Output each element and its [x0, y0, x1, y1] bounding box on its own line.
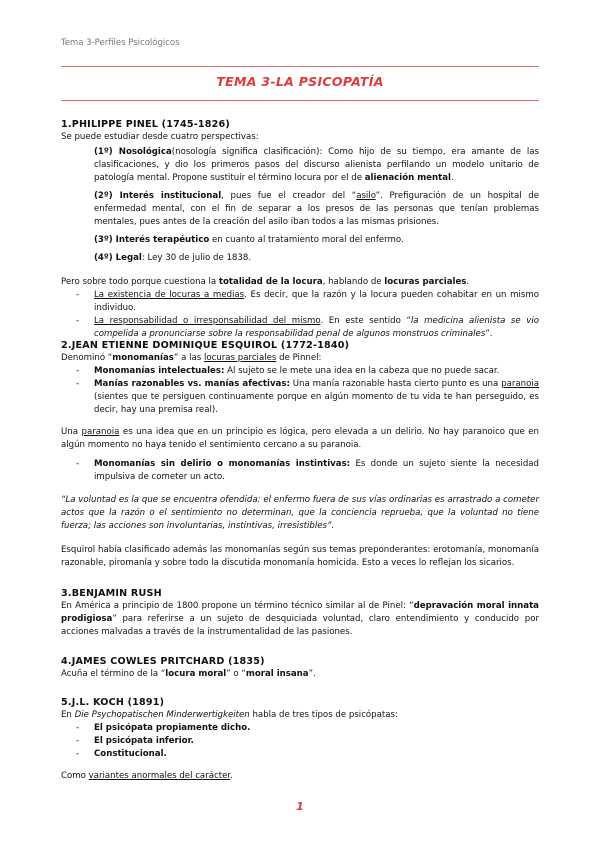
text-bold: El psicópata inferior.	[94, 736, 194, 746]
list-item: - Monomanías sin delirio o monomanías instintivas: Es donde un sujeto siente la necesidad impulsiva de cometer un acto.	[76, 459, 539, 482]
text-underlined: locuras parciales	[203, 353, 277, 363]
title-rule-bottom	[61, 100, 539, 101]
text: Acuña el término de la “	[61, 669, 166, 679]
list-item: - El psicópata inferior.	[76, 736, 194, 746]
text: Es donde un sujeto siente la necesidad impulsiva de cometer un acto.	[94, 459, 539, 482]
label: (2º) Interés institucional	[94, 191, 222, 201]
section-pritchard	[61, 655, 539, 681]
section-heading: 3.BENJAMIN RUSH	[61, 588, 162, 599]
text-italic: Die Psychopatischen Minderwertigkeiten	[74, 710, 250, 720]
label: (1º) Nosológica	[94, 147, 172, 157]
text: Una	[61, 427, 82, 437]
paragraph	[61, 770, 539, 783]
text-bold: Monomanías intelectuales:	[94, 366, 225, 376]
text-bold: monomanías	[112, 353, 174, 363]
text: de Pinnel:	[276, 353, 322, 363]
text-bold: Constitucional.	[94, 749, 167, 759]
text-bold: alienación mental	[364, 173, 451, 183]
section-rush	[61, 587, 539, 639]
section-koch	[61, 696, 539, 783]
quote: “La voluntad es la que se encuentra ofendida: el enfermo fuera de sus vías ordinarias es arrastrado a cometer actos que la razón o el sentimiento no determinan, que la conciencia reprueba, que la voluntad no tiene fuerza; las acciones son involuntarias, instintivas, irresistibles”.	[61, 495, 539, 531]
paragraph	[61, 709, 539, 722]
list-item: - La existencia de locuras a medias. Es decir, que la razón y la locura pueden cohabitar en un mismo individuo.	[76, 290, 539, 313]
text: Pero sobre todo porque cuestiona la	[61, 277, 219, 287]
label: (4º) Legal	[94, 253, 142, 263]
list-item: - Manías razonables vs. manías afectivas: Una manía razonable hasta cierto punto es una paranoia (sientes que te persiguen continuamente porque en algún momento de tu vida te han perseguido, es decir, hay una premisa real).	[76, 379, 539, 415]
section-heading: 4.JAMES COWLES PRITCHARD (1835)	[61, 656, 265, 667]
page-number: 1	[296, 800, 304, 813]
paragraph: Se puede estudiar desde cuatro perspectivas:	[61, 132, 259, 142]
text: ”.	[485, 329, 493, 339]
section-esquirol	[61, 339, 539, 570]
text: . Es decir, que la razón y la locura pueden cohabitar en un mismo individuo.	[94, 290, 539, 313]
running-header: Tema 3-Perfiles Psicológicos	[61, 38, 180, 48]
text-underlined: asilo	[356, 191, 376, 201]
paragraph	[61, 426, 539, 452]
text-bold: Manías razonables vs. manías afectivas:	[94, 379, 290, 389]
label: (3º) Interés terapéutico	[94, 235, 210, 245]
text: En América a principio de 1800 propone un término técnico similar al de Pinel: “	[61, 601, 414, 611]
text: .	[450, 173, 454, 183]
text-bold: locura moral	[165, 669, 227, 679]
list-item: - Monomanías intelectuales: Al sujeto se le mete una idea en la cabeza que no puede sacar.	[76, 366, 500, 376]
section-heading: 5.J.L. KOCH (1891)	[61, 697, 165, 708]
perspective-2	[61, 190, 539, 229]
text: Denominó “	[61, 353, 113, 363]
perspective-4	[61, 252, 539, 265]
text: , pues fue el creador del “	[221, 191, 357, 201]
text-bold: moral insana	[245, 669, 309, 679]
text: Como	[61, 771, 89, 781]
text: habla de tres tipos de psicópatas:	[249, 710, 398, 720]
text: (nosología significa clasificación): Como hijo de su tiempo, era amante de las clasificaciones, y dio los primeros pasos del discurso alienista perfilando un modelo unitario de patología mental. Propone sustituir el término locura por el de	[94, 147, 539, 183]
text-underlined: La existencia de locuras a medias	[94, 290, 245, 300]
text: En	[61, 710, 75, 720]
text-underlined: variantes anormales del carácter	[88, 771, 231, 781]
text: ”.	[308, 669, 316, 679]
list-item: - La responsabilidad o irresponsabilidad del mismo. En este sentido “la medicina alienista se vio compelida a pronunciarse sobre la responsabilidad penal de algunos monstruos criminales”.	[76, 316, 539, 339]
text-bold: totalidad de la locura	[218, 277, 323, 287]
page-title: TEMA 3-LA PSICOPATÍA	[216, 74, 384, 89]
section-pinel	[61, 118, 539, 341]
text: .	[466, 277, 470, 287]
text: ” a las	[173, 353, 204, 363]
text: (sientes que te persiguen continuamente porque en algún momento de tu vida te han perseguido, es decir, hay una premisa real).	[94, 392, 539, 415]
perspective-3	[61, 234, 539, 247]
section-heading: 1.PHILIPPE PINEL (1745-1826)	[61, 119, 230, 130]
text-bold: El psicópata propiamente dicho.	[94, 723, 251, 733]
text: .	[230, 771, 233, 781]
text: ” para referirse a un sujeto de desquiciada voluntad, claro entendimiento y conducido por acciones malvadas a través de la instrumentalidad de las pasiones.	[61, 614, 539, 637]
text: en cuanto al tratamiento moral del enfermo.	[209, 235, 404, 245]
text: ”. Prefiguración de un hospital de enfermedad mental, con el fin de separar a los presos de las personas que tenían problemas mentales, pues antes de la creación del asilo iban todos a las mismas prisiones.	[94, 191, 539, 227]
paragraph	[61, 276, 539, 289]
title-rule-top	[61, 66, 539, 67]
text: : Ley 30 de julio de 1838.	[141, 253, 252, 263]
text-italic: la medicina alienista se vio compelida a pronunciarse sobre la responsabilidad penal de algunos monstruos criminales	[94, 316, 539, 339]
text: . En este sentido “	[320, 316, 411, 326]
paragraph	[61, 600, 539, 639]
text-bold: locuras parciales	[384, 277, 467, 287]
text: Al sujeto se le mete una idea en la cabeza que no puede sacar.	[224, 366, 500, 376]
paragraph: Esquirol había clasificado además las monomanías según sus temas preponderantes: erotomanía, monomanía razonable, piromanía y sobre todo la discutida monomanía homicida. Esto a veces lo reflejan los sicarios.	[61, 545, 539, 568]
text-underlined: La responsabilidad o irresponsabilidad del mismo	[94, 316, 321, 326]
text: Una manía razonable hasta cierto punto es una	[289, 379, 502, 389]
list-item: - Constitucional.	[76, 749, 167, 759]
text-underlined: paranoia	[501, 379, 539, 389]
text: es una idea que en un principio es lógica, pero elevada a un delirio. No hay paranoico que en algún momento no haya tenido el sentimiento cercano a su paranoia.	[61, 427, 539, 450]
perspective-1	[61, 146, 539, 185]
text-bold: depravación moral innata prodigiosa	[61, 601, 539, 624]
text: , hablando de	[322, 277, 385, 287]
section-heading: 2.JEAN ETIENNE DOMINIQUE ESQUIROL (1772-1840)	[61, 340, 350, 351]
paragraph	[61, 352, 539, 365]
list-item: - El psicópata propiamente dicho.	[76, 723, 251, 733]
text-bold: Monomanías sin delirio o monomanías instintivas:	[94, 459, 351, 469]
text: ” o “	[226, 669, 246, 679]
text-underlined: paranoia	[81, 427, 120, 437]
paragraph	[61, 668, 539, 681]
